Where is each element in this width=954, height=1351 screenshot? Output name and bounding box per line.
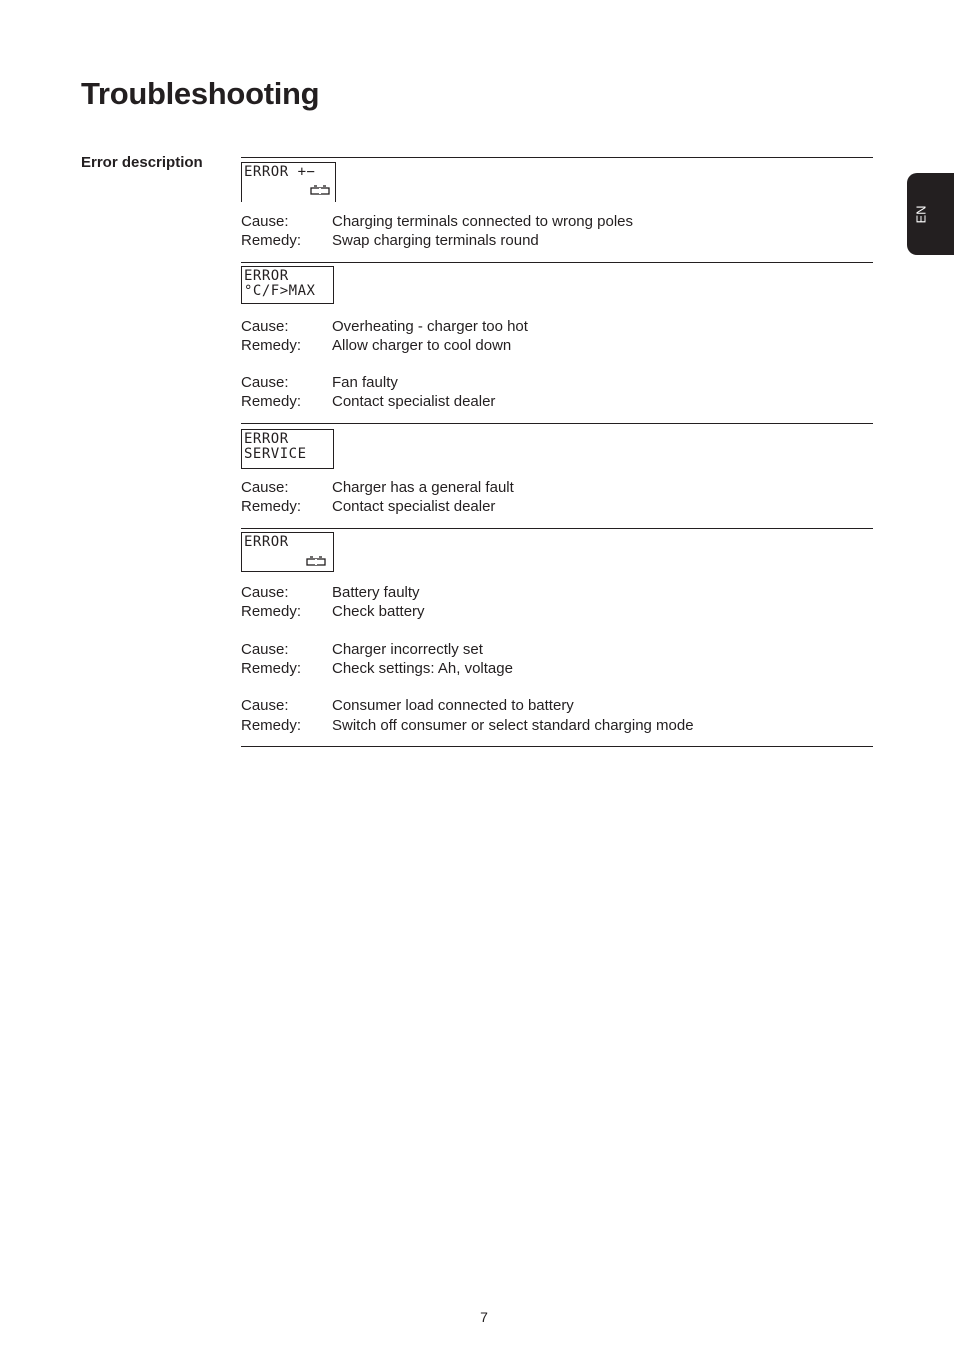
remedy-label: Remedy: <box>241 393 302 410</box>
cause-text: Charger has a general fault <box>332 479 514 496</box>
divider <box>241 262 873 263</box>
remedy-text: Switch off consumer or select standard charging mode <box>332 717 694 734</box>
cause-text: Battery faulty <box>332 584 420 601</box>
lcd-display-error-service <box>241 429 334 469</box>
remedy-label: Remedy: <box>241 498 302 515</box>
cause-label: Cause: <box>241 213 289 230</box>
section-heading: Error description <box>81 154 203 171</box>
remedy-row <box>241 603 425 621</box>
battery-icon <box>306 556 326 566</box>
remedy-text: Check settings: Ah, voltage <box>332 660 513 677</box>
battery-icon <box>310 185 330 195</box>
remedy-label: Remedy: <box>241 717 302 734</box>
remedy-label: Remedy: <box>241 660 302 677</box>
remedy-label: Remedy: <box>241 337 302 354</box>
remedy-row <box>241 660 513 678</box>
divider <box>241 528 873 529</box>
page-number: 7 <box>480 1309 488 1325</box>
divider <box>241 746 873 747</box>
cause-text: Overheating - charger too hot <box>332 318 528 335</box>
cause-label: Cause: <box>241 697 289 714</box>
lcd-display-error-battery <box>241 532 334 572</box>
remedy-row <box>241 717 694 735</box>
cause-text: Consumer load connected to battery <box>332 697 574 714</box>
lcd-line-1: ERROR <box>244 534 289 550</box>
remedy-label: Remedy: <box>241 232 302 249</box>
cause-text: Fan faulty <box>332 374 398 391</box>
cause-label: Cause: <box>241 641 289 658</box>
cause-row <box>241 584 420 602</box>
remedy-label: Remedy: <box>241 603 302 620</box>
remedy-row <box>241 393 495 411</box>
remedy-text: Contact specialist dealer <box>332 498 496 515</box>
cause-label: Cause: <box>241 584 289 601</box>
lcd-line-1: ERROR <box>244 431 289 447</box>
cause-label: Cause: <box>241 318 289 335</box>
language-tab <box>907 173 954 255</box>
lcd-display-error-temperature <box>241 266 334 304</box>
cause-row <box>241 374 398 392</box>
remedy-text: Allow charger to cool down <box>332 337 512 354</box>
cause-text: Charging terminals connected to wrong poles <box>332 213 634 230</box>
remedy-text: Check battery <box>332 603 425 620</box>
cause-row <box>241 318 528 336</box>
lcd-line-2: SERVICE <box>244 446 307 462</box>
page-title: Troubleshooting <box>81 76 320 111</box>
lcd-display-error-polarity <box>241 162 336 202</box>
lcd-line-2: °C/F>MAX <box>244 283 316 299</box>
cause-text: Charger incorrectly set <box>332 641 483 658</box>
cause-row <box>241 697 574 715</box>
cause-label: Cause: <box>241 374 289 391</box>
language-tab-label: EN <box>913 205 929 224</box>
cause-row <box>241 479 514 497</box>
remedy-text: Contact specialist dealer <box>332 393 496 410</box>
lcd-line-1: ERROR <box>244 268 289 284</box>
cause-row <box>241 213 633 231</box>
divider <box>241 423 873 424</box>
cause-row <box>241 641 483 659</box>
divider <box>241 157 873 158</box>
lcd-line-1: ERROR +− <box>244 164 316 180</box>
cause-label: Cause: <box>241 479 289 496</box>
remedy-row <box>241 498 495 516</box>
remedy-text: Swap charging terminals round <box>332 232 539 249</box>
remedy-row <box>241 232 539 250</box>
remedy-row <box>241 337 511 355</box>
